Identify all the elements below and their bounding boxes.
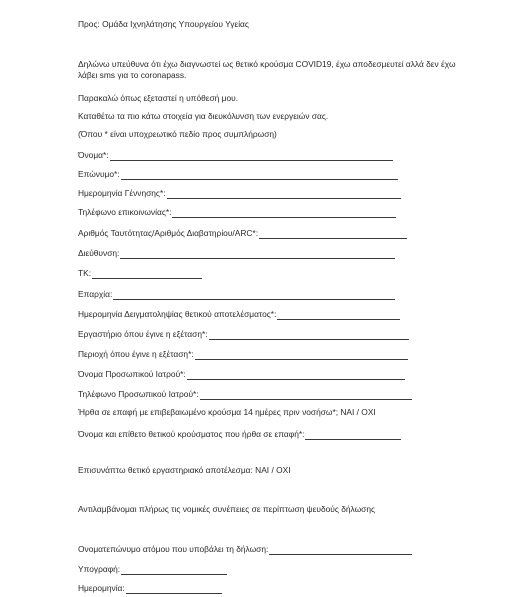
address-blank[interactable]	[120, 249, 395, 259]
postal-code-field	[78, 268, 202, 279]
contact-question[interactable]: Ήρθα σε επαφή με επιβεβαιωμένο κρούσμα 14 ημέρες πριν νοσήσω*; ΝΑΙ / ΟΧΙ	[78, 407, 376, 417]
lab-label: Εργαστήριο όπου έγινε η εξέταση*:	[78, 329, 208, 339]
contact-name-blank[interactable]	[305, 430, 401, 440]
doctor-name-field	[78, 369, 405, 380]
doctor-name-label: Όνομα Προσωπικού Ιατρού*:	[78, 369, 186, 379]
sampling-date-blank[interactable]	[277, 310, 400, 320]
sampling-date-label: Ημερομηνία Δειγματοληψίας θετικού αποτελέσματος*:	[78, 309, 277, 319]
area-field	[78, 349, 408, 360]
area-label: Περιοχή όπου έγινε η εξέταση*:	[78, 349, 194, 359]
district-label: Επαρχία:	[78, 289, 113, 299]
first-name-label: Όνομα*:	[78, 150, 109, 160]
recipient-line: Προς: Ομάδα Ιχνηλάτησης Υπουργείου Υγείας	[78, 19, 249, 29]
declaration-paragraph: Δηλώνω υπεύθυνα ότι έχω διαγνωστεί ως θετικό κρούσμα COVID19, έχω αποδεσμευτεί αλλά δεν έχω λάβει sms για το coronapass.	[78, 59, 456, 80]
birth-date-blank[interactable]	[167, 189, 401, 199]
phone-label: Τηλέφωνο επικοινωνίας*:	[78, 207, 172, 217]
doctor-phone-field	[78, 389, 412, 400]
doctor-phone-label: Τηλέφωνο Προσωπικού Ιατρού*:	[78, 389, 199, 399]
last-name-field	[78, 169, 398, 180]
last-name-blank[interactable]	[121, 170, 398, 180]
submitter-name-label: Ονοματεπώνυμο ατόμου που υποβάλει τη δήλωση:	[78, 544, 269, 554]
phone-blank[interactable]	[172, 208, 396, 218]
required-note: (Όπου * είναι υποχρεωτικό πεδίο προς συμπλήρωση)	[78, 129, 277, 139]
request-line: Παρακαλώ όπως εξεταστεί η υπόθεσή μου.	[78, 93, 239, 103]
address-label: Διεύθυνση:	[78, 248, 120, 258]
first-name-blank[interactable]	[110, 151, 393, 161]
phone-field	[78, 207, 396, 218]
date-blank[interactable]	[126, 584, 222, 594]
postal-code-label: ΤΚ:	[78, 268, 92, 278]
birth-date-label: Ημερομηνία Γέννησης*:	[78, 188, 166, 198]
district-blank[interactable]	[113, 290, 395, 300]
date-label: Ημερομηνία:	[78, 583, 125, 593]
contact-name-label: Όνομα και επίθετο θετικού κρούσματος που ήρθα σε επαφή*:	[78, 429, 305, 439]
submitter-name-blank[interactable]	[269, 545, 412, 555]
first-name-field	[78, 150, 393, 161]
submit-info-line: Καταθέτω τα πιο κάτω στοιχεία για διευκόλυνση των ενεργειών σας.	[78, 111, 329, 121]
last-name-label: Επώνυμο*:	[78, 169, 120, 179]
sampling-date-field	[78, 309, 400, 320]
contact-name-field	[78, 429, 401, 440]
date-field	[78, 583, 222, 594]
signature-label: Υπογραφή:	[78, 564, 121, 574]
lab-field	[78, 329, 409, 340]
address-field	[78, 248, 395, 259]
doctor-phone-blank[interactable]	[200, 390, 412, 400]
signature-blank[interactable]	[121, 565, 227, 575]
attach-result-line[interactable]: Επισυνάπτω θετικό εργαστηριακό αποτέλεσμα: ΝΑΙ / ΟΧΙ	[78, 465, 291, 475]
id-number-field	[78, 228, 407, 239]
legal-notice: Αντιλαμβάνομαι πλήρως τις νομικές συνέπειες σε περίπτωση ψευδούς δήλωσης	[78, 504, 376, 514]
area-blank[interactable]	[195, 350, 408, 360]
doctor-name-blank[interactable]	[187, 370, 405, 380]
district-field	[78, 289, 395, 300]
signature-field	[78, 564, 227, 575]
lab-blank[interactable]	[209, 330, 409, 340]
id-number-blank[interactable]	[259, 229, 407, 239]
submitter-name-field	[78, 544, 412, 555]
postal-code-blank[interactable]	[92, 269, 202, 279]
id-number-label: Αριθμός Ταυτότητας/Αριθμός Διαβατηρίου/ARC*:	[78, 228, 259, 238]
birth-date-field	[78, 188, 401, 199]
